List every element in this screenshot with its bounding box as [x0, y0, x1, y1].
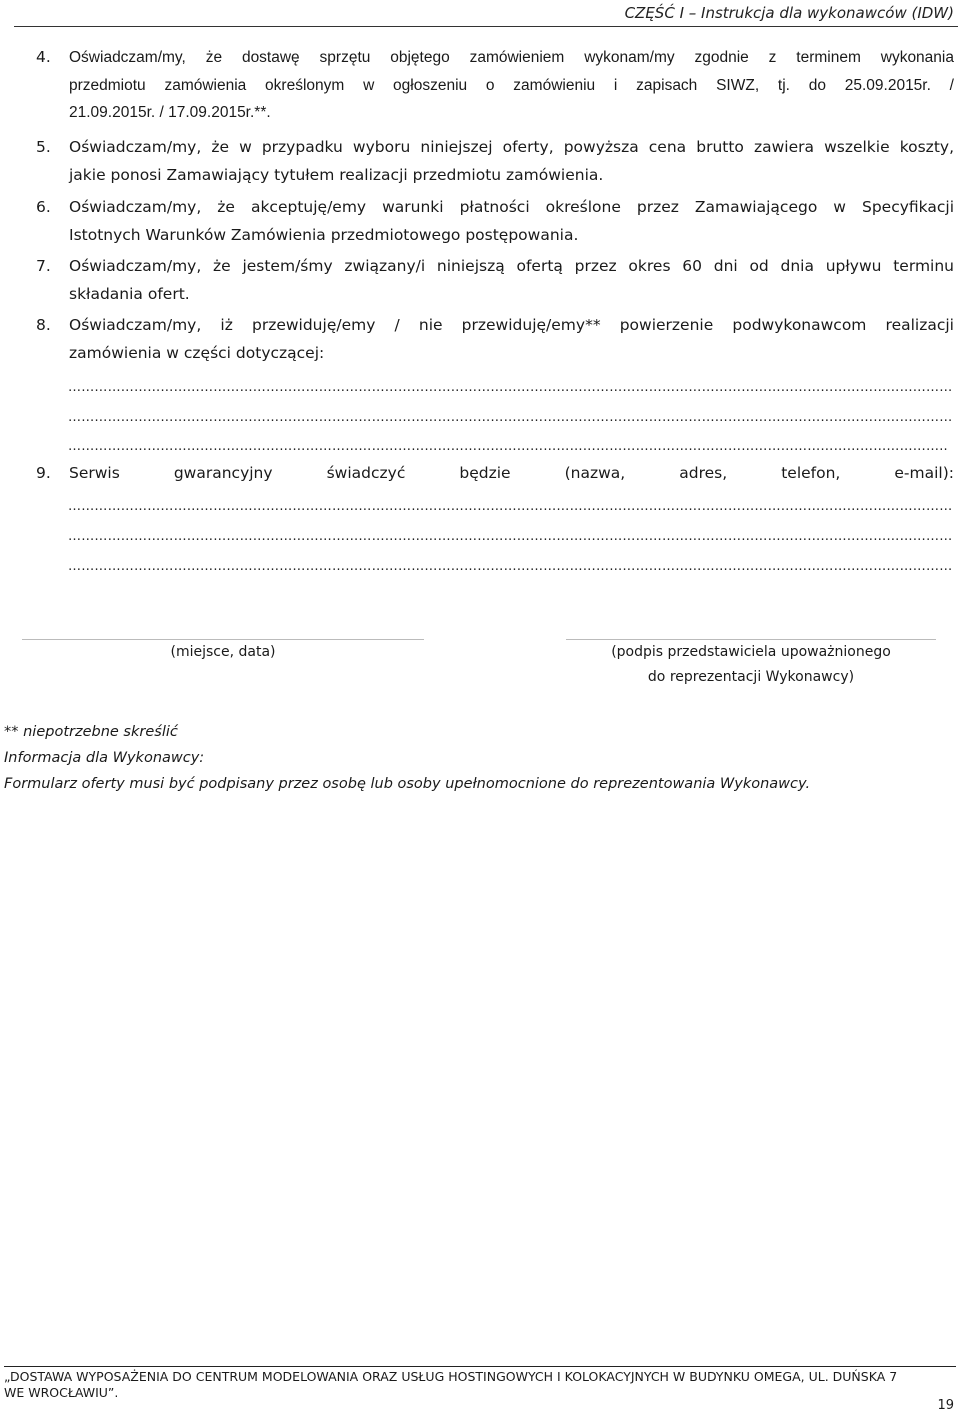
item-line: przedmiotu zamówienia określonym w ogłoszeniu o zamówieniu i zapisach SIWZ, tj. do 25.09.2015r. /: [69, 76, 954, 94]
fill-in-line[interactable]: …………………………………………………………………………………………………………………………………………………………………………………: [68, 560, 953, 574]
item-line: Serwis gwarancyjny świadczyć będzie (nazwa, adres, telefon, e-mail):: [69, 464, 954, 482]
statement-item-9: [36, 460, 954, 488]
item-line: Oświadczam/my, że jestem/śmy związany/i niniejszą ofertą przez okres 60 dni od dnia upływu terminu: [69, 257, 954, 275]
statement-item-5: [36, 134, 954, 189]
item-line: Oświadczam/my, że akceptuję/emy warunki płatności określone przez Zamawiającego w Specyfikacji: [69, 198, 954, 216]
page-number: 19: [937, 1398, 954, 1413]
item-number: 5.: [36, 138, 51, 156]
item-line: Oświadczam/my, iż przewiduję/emy / nie przewiduję/emy** powierzenie podwykonawcom realizacji: [69, 316, 954, 334]
item-number: 8.: [36, 316, 51, 334]
item-line: Oświadczam/my, że dostawę sprzętu objętego zamówieniem wykonam/my zgodnie z terminem wykonania: [69, 49, 954, 66]
item-number: 7.: [36, 257, 51, 275]
strike-note: ** niepotrzebne skreślić: [4, 724, 178, 740]
item-line: składania ofert.: [69, 284, 190, 303]
fill-in-line[interactable]: ………………………………………………………………………………………………………………………………………………………………………………..: [68, 440, 948, 454]
info-text: Formularz oferty musi być podpisany przez osobę lub osoby upełnomocnione do reprezentowania Wykonawcy.: [4, 776, 811, 792]
item-line: jakie ponosi Zamawiający tytułem realizacji przedmiotu zamówienia.: [69, 165, 604, 184]
page-header-title: CZĘŚĆ I – Instrukcja dla wykonawców (IDW): [624, 4, 954, 22]
statement-item-7: [36, 253, 954, 308]
item-number: 9.: [36, 464, 51, 482]
item-line: Istotnych Warunków Zamówienia przedmiotowego postępowania.: [69, 225, 579, 244]
fill-in-line[interactable]: …………………………………………………………………………………………………………………………………………………………………………………: [68, 500, 953, 514]
footer-line: „DOSTAWA WYPOSAŻENIA DO CENTRUM MODELOWANIA ORAZ USŁUG HOSTINGOWYCH I KOLOKACYJNYCH W BUDYNKU OMEGA, UL. DUŃSKA 7: [4, 1369, 898, 1384]
item-number: 4.: [36, 48, 51, 66]
info-title: Informacja dla Wykonawcy:: [4, 750, 205, 766]
footer-divider: [4, 1366, 956, 1367]
statement-item-6: [36, 194, 954, 249]
item-line: 21.09.2015r. / 17.09.2015r.**.: [69, 104, 271, 121]
fill-in-line[interactable]: …………………………………………………………………………………………………………………………………………………………………………………: [68, 530, 953, 544]
statement-item-4: [36, 44, 954, 127]
representative-label-line1: (podpis przedstawiciela upoważnionego: [611, 644, 891, 660]
fill-in-line[interactable]: …………………………………………………………………………………………………………………………………………………………………………………: [68, 381, 953, 395]
item-line: zamówienia w części dotyczącej:: [69, 343, 325, 362]
fill-in-line[interactable]: …………………………………………………………………………………………………………………………………………………………………………………: [68, 411, 953, 425]
item-number: 6.: [36, 198, 51, 216]
place-date-label: (miejsce, data): [170, 644, 276, 660]
footer-line: WE WROCŁAWIU”.: [4, 1385, 119, 1400]
footer-project-title: [4, 1369, 956, 1401]
representative-label-line2: do reprezentacji Wykonawcy): [647, 669, 855, 685]
statement-item-8: [36, 312, 954, 367]
header-divider: [14, 26, 958, 27]
item-line: Oświadczam/my, że w przypadku wyboru niniejszej oferty, powyższa cena brutto zawiera wszelkie koszty,: [69, 138, 954, 156]
